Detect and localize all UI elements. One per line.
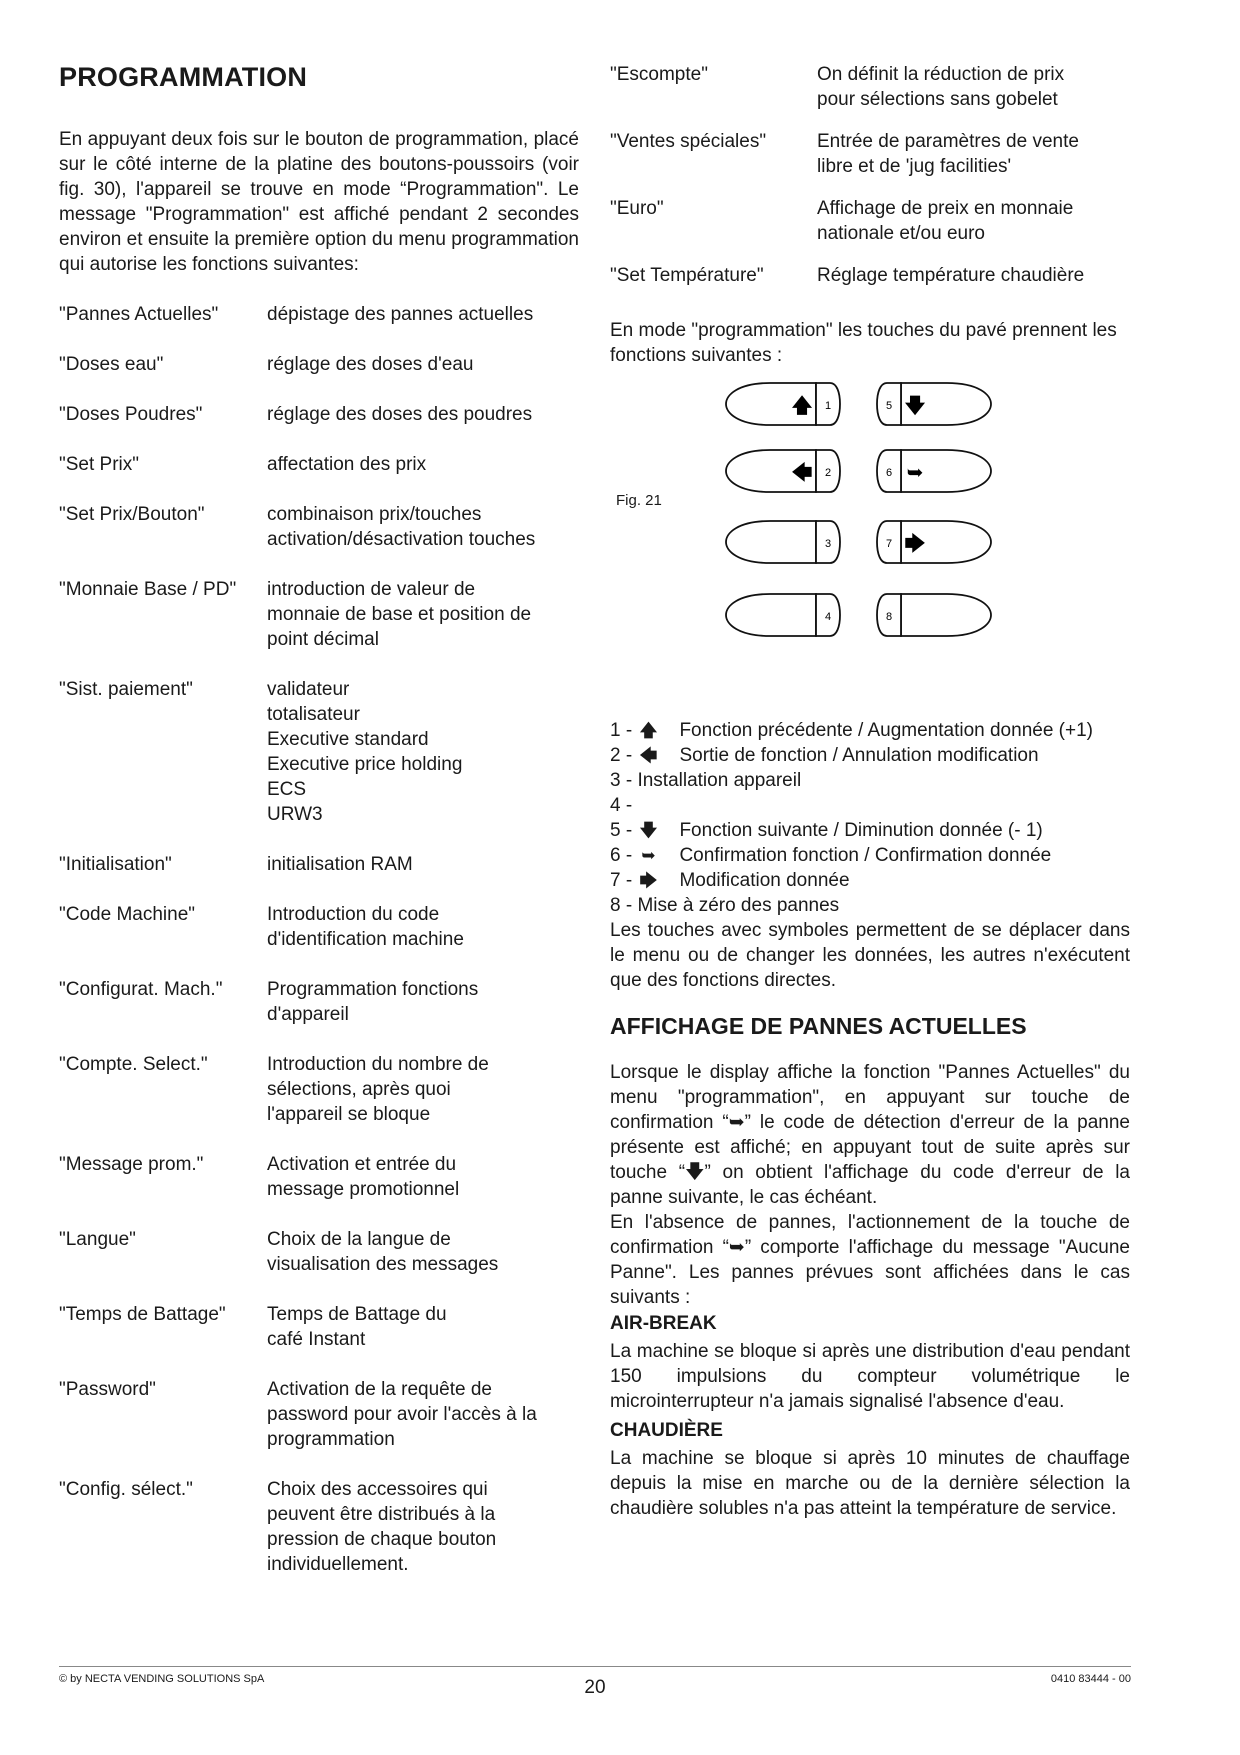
key-number: 6 <box>885 467 893 479</box>
function-description: introduction de valeur de monnaie de base et position de point décimal <box>267 579 532 650</box>
page-number: 20 <box>584 1677 606 1698</box>
function-name: "Set Prix" <box>59 454 140 475</box>
function-name: "Escompte" <box>610 64 708 85</box>
function-item <box>59 1377 579 1452</box>
footer-copyright: © by NECTA VENDING SOLUTIONS SpA <box>59 1673 265 1685</box>
function-item <box>59 1302 579 1352</box>
function-item <box>610 62 1130 112</box>
function-description: combinaison prix/touches activation/désactivation touches <box>267 504 536 550</box>
function-description: Réglage température chaudière <box>817 265 1085 286</box>
key-label: 2 - <box>610 745 638 766</box>
key-function-item <box>610 843 1130 868</box>
function-name: "Set Prix/Bouton" <box>59 504 205 525</box>
keypad-key-5 <box>875 381 993 427</box>
arrow-up-icon: 🡅 <box>639 721 658 740</box>
figure-label: Fig. 21 <box>616 492 662 509</box>
key-function-item <box>610 743 1130 768</box>
function-description: Introduction du code d'identification machine <box>267 904 464 950</box>
function-description: Temps de Battage du café Instant <box>267 1304 447 1350</box>
function-item <box>59 1477 579 1577</box>
arrow-left-icon: 🡄 <box>639 746 658 765</box>
key-label: 4 - <box>610 795 633 816</box>
arrow-right-icon: 🡆 <box>904 531 926 555</box>
function-name: "Password" <box>59 1379 156 1400</box>
key-label: 5 - <box>610 820 638 841</box>
function-description: Affichage de preix en monnaie nationale et/ou euro <box>817 198 1074 244</box>
page-title: PROGRAMMATION <box>59 62 308 92</box>
key-function-text: Modification donnée <box>679 870 850 891</box>
arrow-enter-icon: ➥ <box>906 460 924 484</box>
key-label: 3 - Installation appareil <box>610 770 802 791</box>
key-function-text: Fonction précédente / Augmentation donnée (+1) <box>679 720 1093 741</box>
function-description: affectation des prix <box>267 454 427 475</box>
function-name: "Euro" <box>610 198 664 219</box>
keypad-key-2 <box>724 448 842 494</box>
left-column <box>59 62 579 1577</box>
key-function-text: Sortie de fonction / Annulation modification <box>679 745 1039 766</box>
function-description: réglage des doses des poudres <box>267 404 533 425</box>
function-description: validateur totalisateur Executive standard Executive price holding ECS URW3 <box>267 679 463 825</box>
function-item <box>59 302 579 327</box>
keys-note: Les touches avec symboles permettent de se déplacer dans le menu ou de changer les données, les autres n'exécutent que des fonctions directes. <box>610 920 1130 991</box>
function-item <box>59 902 579 952</box>
airbreak-text: La machine se bloque si après une distribution d'eau pendant 150 impulsions du compteur volumétrique le microinterrupteur n'a jamais signalisé l'absence d'eau. <box>610 1341 1130 1412</box>
function-name: "Compte. Select." <box>59 1054 208 1075</box>
function-name: "Doses Poudres" <box>59 404 203 425</box>
function-description: Choix de la langue de visualisation des messages <box>267 1229 499 1275</box>
function-name: "Ventes spéciales" <box>610 131 767 152</box>
function-description: Entrée de paramètres de vente libre et de 'jug facilities' <box>817 131 1079 177</box>
function-item <box>59 452 579 477</box>
key-label: 7 - <box>610 870 638 891</box>
key-function-item <box>610 793 1130 818</box>
function-name: "Set Température" <box>610 265 764 286</box>
airbreak-title: AIR-BREAK <box>610 1313 717 1334</box>
key-function-item <box>610 718 1130 743</box>
function-item <box>59 852 579 877</box>
key-number: 5 <box>885 400 893 412</box>
keypad-key-7 <box>875 519 993 565</box>
key-label: 8 - Mise à zéro des pannes <box>610 895 840 916</box>
function-item <box>59 977 579 1027</box>
key-function-item <box>610 768 1130 793</box>
arrow-down-icon: 🡇 <box>904 393 926 417</box>
key-function-text: Fonction suivante / Diminution donnée (- 1) <box>679 820 1043 841</box>
function-description: réglage des doses d'eau <box>267 354 474 375</box>
function-name: "Code Machine" <box>59 904 196 925</box>
function-list-continued <box>610 62 1130 288</box>
document-code: 0410 83444 - 00 <box>1050 1673 1131 1685</box>
function-name: "Message prom." <box>59 1154 204 1175</box>
function-item <box>59 677 579 827</box>
arrow-right-icon: 🡆 <box>639 871 658 890</box>
function-name: "Sist. paiement" <box>59 679 193 700</box>
section-paragraph-2: En l'absence de pannes, l'actionnement de la touche de confirmation “➥” comporte l'affichage du message "Aucune Panne". Les pannes prévues sont affichées dans le cas suivants : <box>610 1212 1130 1308</box>
keypad-key-3 <box>724 519 842 565</box>
function-list <box>59 302 579 1577</box>
key-function-text: Confirmation fonction / Confirmation donnée <box>679 845 1052 866</box>
key-function-item <box>610 893 1130 918</box>
keypad-figure <box>610 368 1130 718</box>
intro-paragraph: En appuyant deux fois sur le bouton de programmation, placé sur le côté interne de la platine des boutons-poussoirs (voir fig. 30), l'appareil se trouve en mode “Programmation". Le message "Programmation" est affiché pendant 2 secondes environ et ensuite la première option du menu programmation qui autorise les fonctions suivantes: <box>59 129 579 275</box>
function-item <box>59 402 579 427</box>
arrow-up-icon: 🡅 <box>791 393 813 417</box>
keypad-key-6 <box>875 448 993 494</box>
function-item <box>59 1227 579 1277</box>
key-label: 1 - <box>610 720 638 741</box>
arrow-down-icon: 🡇 <box>639 821 658 840</box>
function-name: "Config. sélect." <box>59 1479 193 1500</box>
function-item <box>59 1052 579 1127</box>
keypad-intro: En mode "programmation" les touches du pavé prennent les fonctions suivantes : <box>610 320 1117 366</box>
section-paragraph-1: Lorsque le display affiche la fonction "Pannes Actuelles" du menu "programmation", en appuyant sur touche de confirmation “➥” le code de détection d'erreur de la panne présente est affiché; en appuyant tout de suite après sur touche “🡇” on obtient l'affichage du code d'erreur de la panne suivante, le cas échéant. <box>610 1062 1130 1208</box>
function-description: Introduction du nombre de sélections, après quoi l'appareil se bloque <box>267 1054 489 1125</box>
section-title: AFFICHAGE DE PANNES ACTUELLES <box>610 1013 1027 1039</box>
function-description: dépistage des pannes actuelles <box>267 304 534 325</box>
function-name: "Initialisation" <box>59 854 172 875</box>
key-number: 2 <box>824 467 832 479</box>
keypad-key-1 <box>724 381 842 427</box>
function-name: "Monnaie Base / PD" <box>59 579 237 600</box>
key-function-item <box>610 868 1130 893</box>
function-item <box>610 129 1130 179</box>
function-item <box>59 502 579 552</box>
right-column <box>610 62 1130 1521</box>
function-name: "Langue" <box>59 1229 136 1250</box>
function-name: "Doses eau" <box>59 354 164 375</box>
function-description: Activation et entrée du message promotionnel <box>267 1154 460 1200</box>
function-item <box>610 263 1130 288</box>
function-description: Activation de la requête de password pour avoir l'accès à la programmation <box>267 1379 537 1450</box>
key-number: 8 <box>885 611 893 623</box>
chaudiere-title: CHAUDIÈRE <box>610 1420 723 1441</box>
function-item <box>59 577 579 652</box>
arrow-enter-icon: ➥ <box>641 846 656 865</box>
function-description: initialisation RAM <box>267 854 413 875</box>
chaudiere-text: La machine se bloque si après 10 minutes de chauffage depuis la mise en marche ou de la dernière sélection la chaudière solubles n'a pas atteint la température de service. <box>610 1448 1130 1519</box>
function-name: "Configurat. Mach." <box>59 979 223 1000</box>
arrow-left-icon: 🡄 <box>791 460 813 484</box>
footer-divider <box>59 1666 1131 1667</box>
function-description: Programmation fonctions d'appareil <box>267 979 479 1025</box>
keypad-key-8 <box>875 592 993 638</box>
function-item <box>610 196 1130 246</box>
function-description: On définit la réduction de prix pour sélections sans gobelet <box>817 64 1065 110</box>
function-item <box>59 352 579 377</box>
key-number: 7 <box>885 538 893 550</box>
key-number: 4 <box>824 611 832 623</box>
function-name: "Pannes Actuelles" <box>59 304 219 325</box>
keypad-key-4 <box>724 592 842 638</box>
key-number: 3 <box>824 538 832 550</box>
key-function-item <box>610 818 1130 843</box>
function-item <box>59 1152 579 1202</box>
key-number: 1 <box>824 400 832 412</box>
function-description: Choix des accessoires qui peuvent être distribués à la pression de chaque bouton individuellement. <box>267 1479 497 1575</box>
key-function-list <box>610 718 1130 918</box>
key-label: 6 - <box>610 845 638 866</box>
function-name: "Temps de Battage" <box>59 1304 226 1325</box>
